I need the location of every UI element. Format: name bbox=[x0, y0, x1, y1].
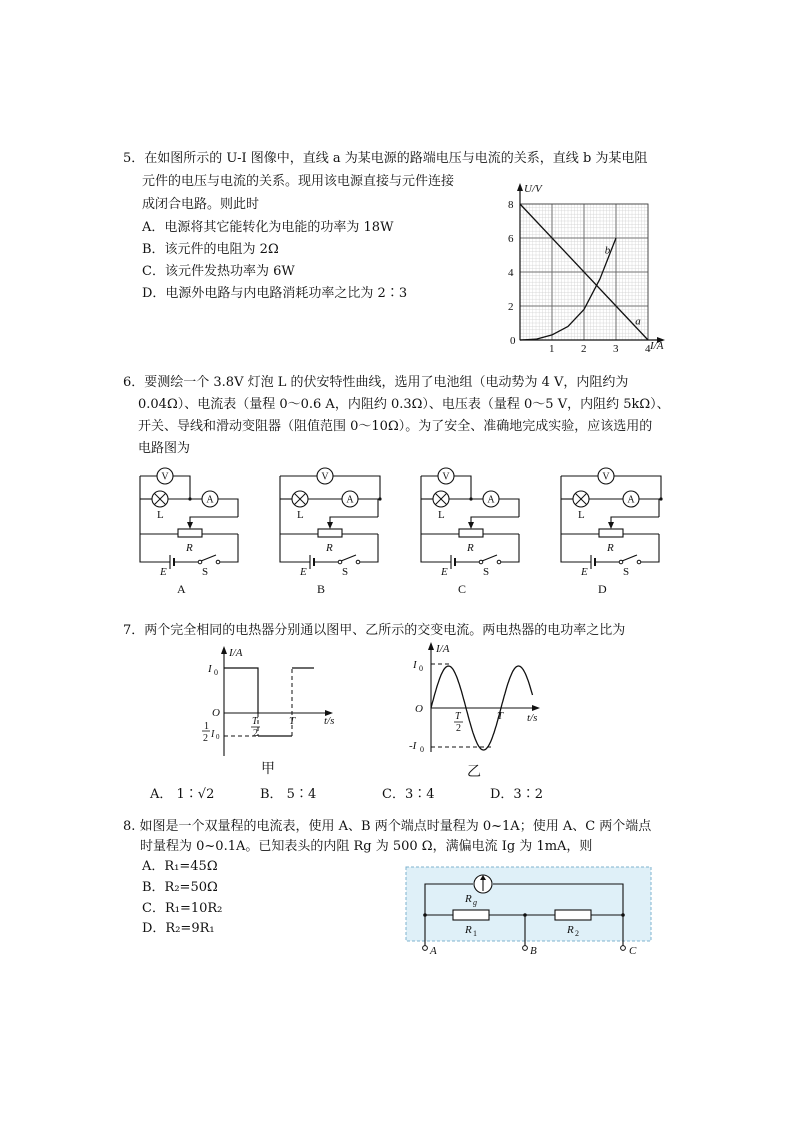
q8-line2: 时量程为 0~0.1A。已知表头的内阻 Rg 为 500 Ω，满偏电流 Ig 为 1mA，则 bbox=[140, 839, 593, 854]
circuit-a bbox=[140, 468, 238, 596]
jia-caption: 甲 bbox=[261, 762, 275, 777]
yi-origin: O bbox=[415, 703, 423, 715]
r2-resistor bbox=[555, 910, 591, 920]
ui-chart bbox=[500, 178, 670, 353]
circuit-option-label: C bbox=[458, 582, 467, 596]
ammeter-letter: A bbox=[206, 494, 214, 506]
wire bbox=[218, 499, 238, 517]
voltmeter-letter: V bbox=[321, 471, 329, 483]
origin-label: 0 bbox=[510, 335, 516, 347]
y-tick-label: 8 bbox=[508, 199, 514, 211]
y-tick-label: 4 bbox=[508, 267, 514, 279]
q8-option-b: B．R₂=50Ω bbox=[142, 880, 218, 895]
q7-stem: 7．两个完全相同的电热器分别通以图甲、乙所示的交变电流。两电热器的电功率之比为 bbox=[123, 623, 626, 638]
circuit-d bbox=[561, 468, 663, 596]
rheostat-label: R bbox=[186, 542, 193, 554]
switch-blade bbox=[622, 555, 637, 561]
battery-label: E bbox=[441, 566, 448, 578]
line-a-label: a bbox=[635, 315, 641, 328]
q7-option-b: B． 5∶4 bbox=[260, 787, 317, 802]
line-b-label: b bbox=[604, 244, 611, 257]
circuit-option-label: A bbox=[177, 582, 186, 596]
x-tick-label: 1 bbox=[549, 343, 555, 355]
wire bbox=[190, 517, 238, 524]
voltmeter-letter: V bbox=[442, 471, 450, 483]
jia-xlabel: t/s bbox=[324, 715, 335, 727]
jia-ylabel: I/A bbox=[229, 647, 243, 659]
y-tick-label: 2 bbox=[508, 301, 514, 313]
jia-y-arrow bbox=[221, 646, 227, 654]
circuit-b bbox=[280, 468, 382, 596]
battery-label: E bbox=[160, 566, 167, 578]
q5-option-b: B．该元件的电阻为 2Ω bbox=[142, 242, 279, 257]
rheostat-label: R bbox=[326, 542, 333, 554]
r2-label: R bbox=[567, 924, 574, 936]
q6-line1: 6．要测绘一个 3.8V 灯泡 L 的伏安特性曲线，选用了电池组（电动势为 4 V，内阻约为 bbox=[123, 375, 629, 390]
circuit-option-label: B bbox=[317, 582, 326, 596]
battery-label: E bbox=[300, 566, 307, 578]
voltmeter-letter: V bbox=[602, 471, 610, 483]
switch-label: S bbox=[483, 566, 490, 578]
rg-label: R bbox=[465, 893, 472, 905]
junction-dot bbox=[378, 497, 381, 500]
wire bbox=[140, 534, 170, 562]
jia-i0: I bbox=[208, 663, 212, 675]
circuit-c bbox=[421, 468, 519, 596]
switch-pin bbox=[497, 560, 501, 564]
graph-jia bbox=[196, 644, 346, 779]
switch-label: S bbox=[202, 566, 209, 578]
q5-option-d: D．电源外电路与内电路消耗功率之比为 2∶3 bbox=[142, 286, 408, 301]
r1-sub: 1 bbox=[473, 929, 477, 938]
r1-label: R bbox=[465, 924, 472, 936]
jia-origin: O bbox=[212, 707, 220, 719]
q8-option-d: D．R₂=9R₁ bbox=[142, 921, 215, 936]
rheostat bbox=[178, 529, 202, 537]
terminal-b-label: B bbox=[530, 945, 537, 957]
jia-t-half-den: 2 bbox=[253, 728, 258, 739]
rheostat bbox=[459, 529, 483, 537]
lamp-label: L bbox=[297, 509, 304, 521]
circuit-panel bbox=[406, 867, 651, 941]
jia-neg-den: 2 bbox=[203, 733, 208, 744]
wire bbox=[330, 517, 378, 524]
switch-pin bbox=[216, 560, 220, 564]
wire bbox=[611, 517, 659, 524]
q8-line1: 8. 如图是一个双量程的电流表，使用 A、B 两个端点时量程为 0~1A；使用 A、C 两个端点 bbox=[123, 819, 652, 834]
jia-neg-i: I bbox=[211, 729, 215, 740]
q8-option-c: C．R₁=10R₂ bbox=[142, 901, 223, 916]
jia-i0-sub: 0 bbox=[214, 668, 218, 677]
rheostat bbox=[599, 529, 623, 537]
battery-label: E bbox=[581, 566, 588, 578]
graph-yi bbox=[405, 640, 555, 780]
yi-neg-i0-sub: 0 bbox=[420, 745, 424, 754]
switch-blade bbox=[482, 555, 497, 561]
q5-line1: 5．在如图所示的 U-I 图像中，直线 a 为某电源的路端电压与电流的关系，直线 b 为某电阻 bbox=[123, 151, 648, 166]
x-tick-label: 4 bbox=[645, 343, 651, 355]
slider-arrow bbox=[187, 522, 193, 529]
q6-line2: 0.04Ω）、电流表（量程 0～0.6 A，内阻约 0.3Ω）、电压表（量程 0～5 V，内阻约 5kΩ）、 bbox=[138, 397, 670, 412]
junction-dot bbox=[188, 497, 191, 500]
q7-option-c: C．3∶4 bbox=[382, 787, 435, 802]
r1-resistor bbox=[453, 910, 489, 920]
q5-line3: 成闭合电路。则此时 bbox=[142, 197, 260, 212]
q7-option-d: D．3∶2 bbox=[490, 787, 543, 802]
rheostat bbox=[318, 529, 342, 537]
q6-line4: 电路图为 bbox=[138, 441, 191, 456]
yi-neg-i0: -I bbox=[409, 740, 417, 752]
switch-blade bbox=[201, 555, 216, 561]
rg-sub: g bbox=[473, 898, 477, 907]
wire bbox=[561, 534, 591, 562]
terminal-a bbox=[423, 946, 428, 951]
q5-option-a: A．电源将其它能转化为电能的功率为 18W bbox=[142, 220, 394, 235]
lamp-label: L bbox=[157, 509, 164, 521]
slider-arrow bbox=[327, 522, 333, 529]
q8-option-a: A．R₁=45Ω bbox=[142, 859, 218, 874]
switch-pin bbox=[637, 560, 641, 564]
jia-neg-i-sub: 0 bbox=[216, 733, 220, 741]
x-tick-label: 3 bbox=[613, 343, 619, 355]
switch-label: S bbox=[623, 566, 630, 578]
wire bbox=[499, 499, 519, 517]
lamp-label: L bbox=[438, 509, 445, 521]
yi-t-full: T bbox=[497, 710, 504, 722]
voltmeter-letter: V bbox=[161, 471, 169, 483]
yi-caption: 乙 bbox=[467, 765, 481, 780]
yi-ylabel: I/A bbox=[436, 643, 450, 655]
terminal-b bbox=[523, 946, 528, 951]
slider-arrow bbox=[608, 522, 614, 529]
y-tick-label: 6 bbox=[508, 233, 514, 245]
jia-waveform-high bbox=[224, 668, 258, 713]
wire bbox=[639, 499, 659, 517]
rheostat-label: R bbox=[467, 542, 474, 554]
lamp-label: L bbox=[578, 509, 585, 521]
terminal-c-label: C bbox=[629, 945, 637, 957]
wire bbox=[173, 476, 190, 499]
junction-dot bbox=[469, 497, 472, 500]
rheostat-label: R bbox=[607, 542, 614, 554]
wire bbox=[471, 517, 519, 524]
wire bbox=[421, 534, 451, 562]
yi-t-half-den: 2 bbox=[456, 723, 461, 734]
y-axis-arrow bbox=[517, 183, 523, 191]
circuit-option-label: D bbox=[598, 582, 607, 596]
yi-i0: I bbox=[413, 659, 417, 671]
wire bbox=[641, 534, 659, 562]
jia-t-half: T bbox=[252, 716, 258, 727]
ammeter-letter: A bbox=[627, 494, 635, 506]
yi-i0-sub: 0 bbox=[419, 664, 423, 673]
yi-t-half: T bbox=[455, 711, 461, 722]
yi-x-arrow bbox=[532, 705, 540, 711]
q6-circuits bbox=[130, 462, 670, 602]
wire bbox=[220, 534, 238, 562]
junction-dot bbox=[659, 497, 662, 500]
wire bbox=[358, 499, 378, 517]
q7-option-a: A． 1∶√2 bbox=[150, 787, 215, 802]
x-tick-label: 2 bbox=[581, 343, 587, 355]
jia-neg-num: 1 bbox=[204, 721, 209, 732]
switch-pin bbox=[356, 560, 360, 564]
slider-arrow bbox=[468, 522, 474, 529]
q8-ammeter-circuit bbox=[405, 866, 655, 961]
wire bbox=[360, 534, 378, 562]
switch-blade bbox=[341, 555, 356, 561]
wire bbox=[501, 534, 519, 562]
switch-label: S bbox=[342, 566, 349, 578]
jia-t-full: T bbox=[289, 715, 296, 727]
ammeter-letter: A bbox=[487, 494, 495, 506]
q6-line3: 开关、导线和滑动变阻器（阻值范围 0～10Ω）。为了安全、准确地完成实验，应该选用的 bbox=[138, 419, 653, 434]
q5-option-c: C．该元件发热功率为 6W bbox=[142, 264, 295, 279]
ammeter-letter: A bbox=[346, 494, 354, 506]
yi-xlabel: t/s bbox=[527, 712, 538, 724]
yi-y-arrow bbox=[428, 642, 434, 650]
x-axis-label: I/A bbox=[650, 340, 664, 352]
y-axis-label: U/V bbox=[524, 183, 542, 195]
wire bbox=[280, 534, 310, 562]
terminal-a-label: A bbox=[430, 945, 437, 957]
wire bbox=[454, 476, 471, 499]
terminal-c bbox=[621, 946, 626, 951]
r2-sub: 2 bbox=[575, 929, 579, 938]
q5-line2: 元件的电压与电流的关系。现用该电源直接与元件连接 bbox=[142, 174, 455, 189]
